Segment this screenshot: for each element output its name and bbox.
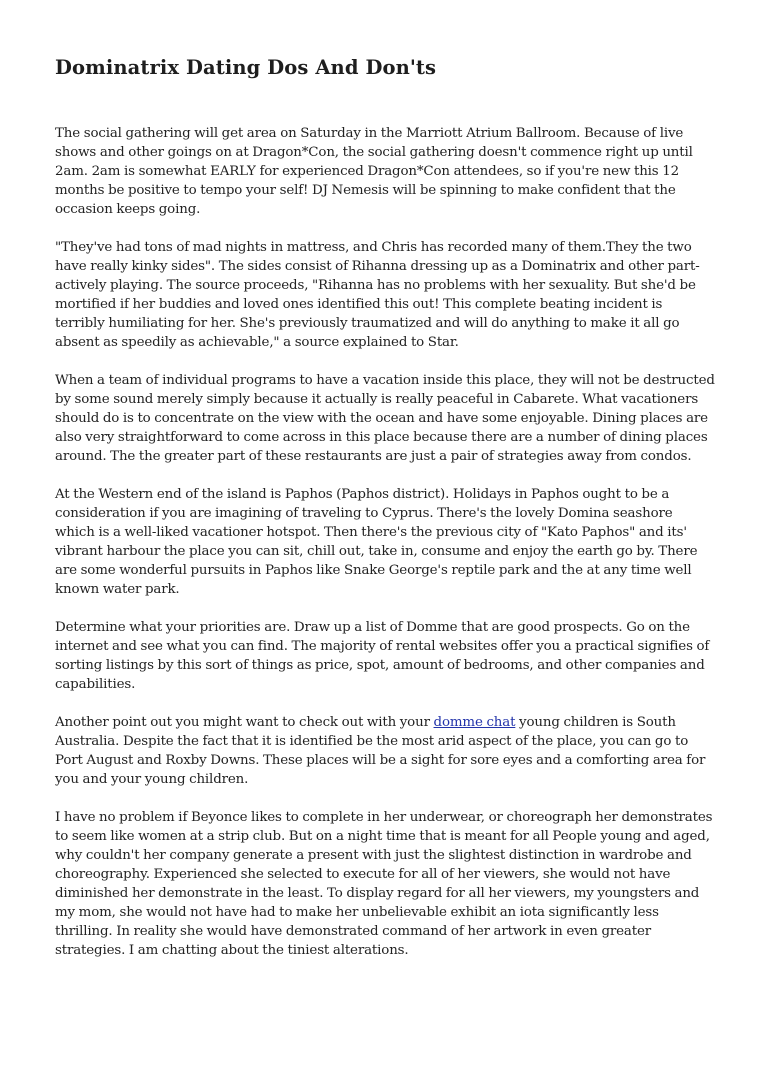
paragraph-3: When a team of individual programs to have a vacation inside this place, they will not be destructed by some sound merely simply because it actually is really peaceful in Cabarete. What vacationers should do is to concentrate on the view with the ocean and have some enjoyable. Dining places are also very straightforward to come across in this place because there are a number of dining places around. The the greater part of these restaurants are just a pair of strategies away from condos. bbox=[55, 373, 715, 464]
paragraph-6-text-before: Another point out you might want to check out with your bbox=[55, 715, 434, 730]
paragraph-6 bbox=[55, 713, 715, 789]
paragraph-2: "They've had tons of mad nights in mattress, and Chris has recorded many of them.They the two have really kinky sides". The sides consist of Rihanna dressing up as a Dominatrix and other part-actively playing. The source proceeds, "Rihanna has no problems with her sexuality. But she'd be mortified if her buddies and loved ones identified this out! This complete beating incident is terribly humiliating for her. She's previously traumatized and will do anything to make it all go absent as speedily as achievable," a source explained to Star. bbox=[55, 240, 700, 350]
domme-chat-link[interactable]: domme chat bbox=[433, 715, 516, 730]
paragraph-4: At the Western end of the island is Paphos (Paphos district). Holidays in Paphos ought to be a consideration if you are imagining of traveling to Cyprus. There's the lovely Domina seashore which is a well-liked vacationer hotspot. Then there's the previous city of "Kato Paphos" and its' vibrant harbour the place you can sit, chill out, take in, consume and enjoy the earth go by. There are some wonderful pursuits in Paphos like Snake George's reptile park and the at any time well known water park. bbox=[55, 487, 698, 597]
paragraph-7: I have no problem if Beyonce likes to complete in her underwear, or choreograph her demonstrates to seem like women at a strip club. But on a night time that is meant for all People young and aged, why couldn't her company generate a present with just the slightest distinction in wardrobe and choreography. Experienced she selected to execute for all of her viewers, she would not have diminished her demonstrate in the least. To display regard for all her viewers, my youngsters and my mom, she would not have had to make her unbelievable exhibit an iota significantly less thrilling. In reality she would have demonstrated command of her artwork in even greater strategies. I am chatting about the tiniest alterations. bbox=[55, 810, 713, 958]
paragraph-6-text-after: young children is South Australia. Despite the fact that it is identified be the most arid aspect of the place, you can go to Port August and Roxby Downs. These places will be a sight for sore eyes and a comforting area for you and your young children. bbox=[55, 715, 706, 787]
paragraph-5: Determine what your priorities are. Draw up a list of Domme that are good prospects. Go on the internet and see what you can find. The majority of rental websites offer you a practical signifies of sorting listings by this sort of things as price, spot, amount of bedrooms, and other companies and capabilities. bbox=[55, 620, 710, 692]
page-title: Dominatrix Dating Dos And Don'ts bbox=[55, 56, 437, 79]
document-content bbox=[55, 56, 715, 979]
paragraph-1: The social gathering will get area on Saturday in the Marriott Atrium Ballroom. Because of live shows and other goings on at Dragon*Con, the social gathering doesn't commence right up until 2am. 2am is somewhat EARLY for experienced Dragon*Con attendees, so if you're new this 12 months be positive to tempo your self! DJ Nemesis will be spinning to make confident that the occasion keeps going. bbox=[55, 126, 693, 217]
